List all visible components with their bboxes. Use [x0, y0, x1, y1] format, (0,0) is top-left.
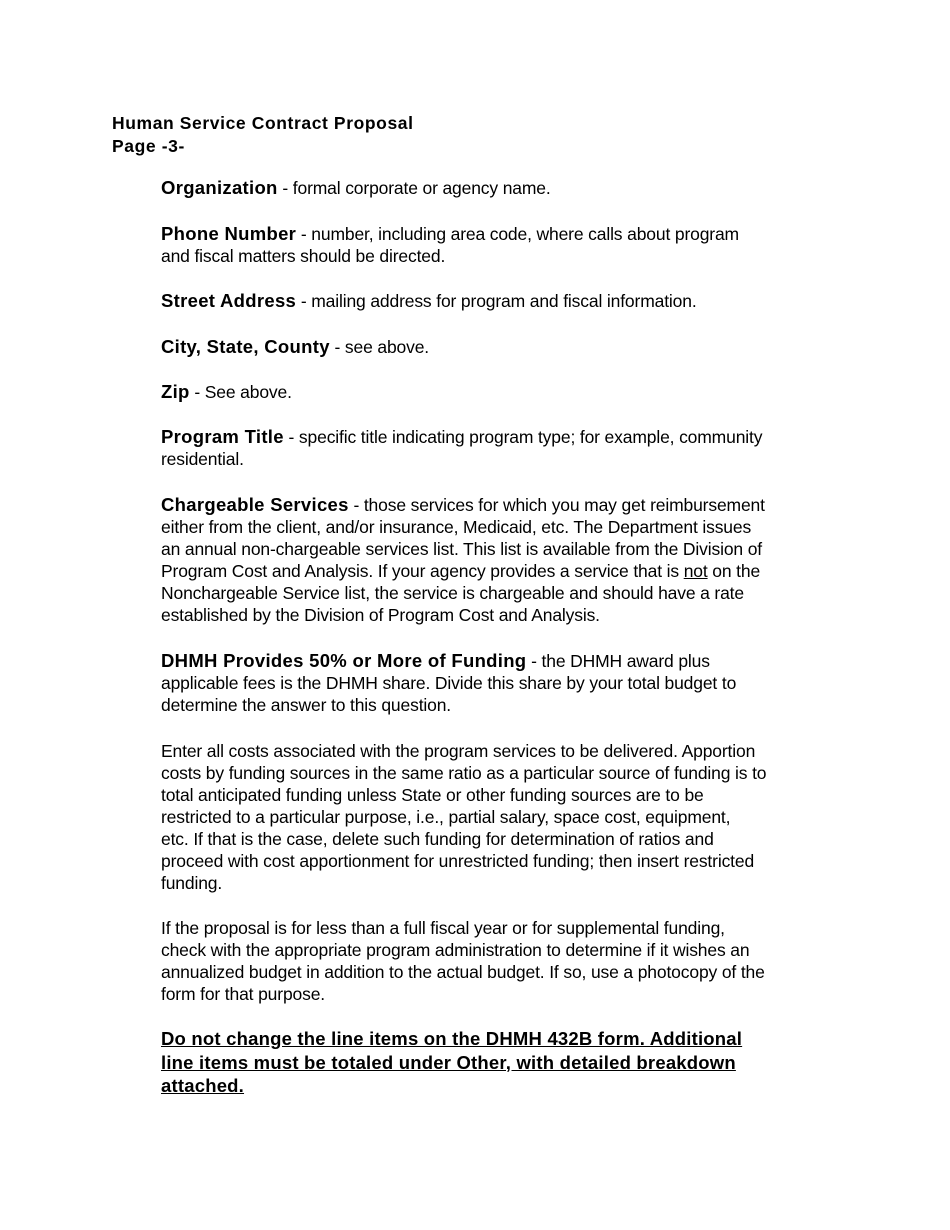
definition-text: - number, including area code, where calls about program	[296, 224, 739, 244]
definition-term: Street Address	[161, 290, 297, 311]
paragraph-line: restricted to a particular purpose, i.e., partial salary, space cost, equipment,	[161, 807, 731, 827]
paragraph-cost-apportionment	[161, 740, 851, 894]
definition-text: an annual non-chargeable services list. This list is available from the Division of	[161, 539, 762, 559]
paragraph-line: total anticipated funding unless State or other funding sources are to be	[161, 785, 704, 805]
paragraph-line: check with the appropriate program administration to determine if it wishes an	[161, 940, 750, 960]
definition-text: applicable fees is the DHMH share. Divide this share by your total budget to	[161, 673, 737, 693]
definition-organization	[161, 177, 851, 199]
definition-term: Chargeable Services	[161, 494, 349, 515]
definition-term: Organization	[161, 177, 278, 198]
paragraph-partial-year	[161, 917, 851, 1005]
definition-text: Nonchargeable Service list, the service is chargeable and should have a rate	[161, 583, 744, 603]
paragraph-line: If the proposal is for less than a full fiscal year or for supplemental funding,	[161, 918, 725, 938]
note-line: attached.	[161, 1075, 245, 1096]
note-line: line items must be totaled under Other, with detailed breakdown	[161, 1051, 736, 1073]
definition-text: - specific title indicating program type; for example, community	[283, 427, 763, 447]
definition-text: residential.	[161, 449, 244, 469]
definition-text: - mailing address for program and fiscal information.	[296, 291, 697, 311]
paragraph-line: etc. If that is the case, delete such funding for determination of ratios and	[161, 829, 714, 849]
paragraph-line: funding.	[161, 873, 223, 893]
definition-term: Zip	[161, 381, 190, 402]
definition-term: Phone Number	[161, 223, 297, 244]
important-note	[161, 1027, 851, 1098]
definition-dhmh-funding	[161, 650, 851, 716]
definition-text: established by the Division of Program Cost and Analysis.	[161, 605, 600, 625]
paragraph-line: costs by funding sources in the same ratio as a particular source of funding is to	[161, 763, 767, 783]
definition-text: and fiscal matters should be directed.	[161, 246, 446, 266]
definition-text: - See above.	[189, 382, 292, 402]
definition-zip	[161, 381, 851, 403]
definition-text: either from the client, and/or insurance, Medicaid, etc. The Department issues	[161, 517, 752, 537]
definition-text: - those services for which you may get reimbursement	[348, 495, 765, 515]
definition-program-title	[161, 426, 851, 470]
page-number: Page -3-	[112, 136, 185, 156]
definition-street-address	[161, 290, 851, 312]
paragraph-line: proceed with cost apportionment for unrestricted funding; then insert restricted	[161, 851, 755, 871]
paragraph-line: Enter all costs associated with the program services to be delivered. Apportion	[161, 741, 756, 761]
definition-text: determine the answer to this question.	[161, 695, 452, 715]
document-header	[112, 112, 414, 158]
definition-term: DHMH Provides 50% or More of Funding	[161, 650, 527, 671]
note-line: Do not change the line items on the DHMH 432B form. Additional	[161, 1028, 743, 1049]
definition-city-state-county	[161, 336, 851, 358]
definition-text: on the	[707, 561, 761, 581]
emphasized-word: not	[683, 561, 708, 581]
document-title: Human Service Contract Proposal	[112, 113, 414, 133]
definition-term: Program Title	[161, 426, 284, 447]
paragraph-line: annualized budget in addition to the actual budget. If so, use a photocopy of the	[161, 962, 765, 982]
definition-text: - see above.	[329, 337, 430, 357]
definition-text: - formal corporate or agency name.	[277, 178, 551, 198]
definition-text: - the DHMH award plus	[526, 651, 710, 671]
definition-text: Program Cost and Analysis. If your agency provides a service that is	[161, 561, 684, 581]
definition-term: City, State, County	[161, 336, 330, 357]
definition-phone-number	[161, 223, 851, 267]
definition-chargeable-services	[161, 494, 851, 626]
paragraph-line: form for that purpose.	[161, 984, 326, 1004]
